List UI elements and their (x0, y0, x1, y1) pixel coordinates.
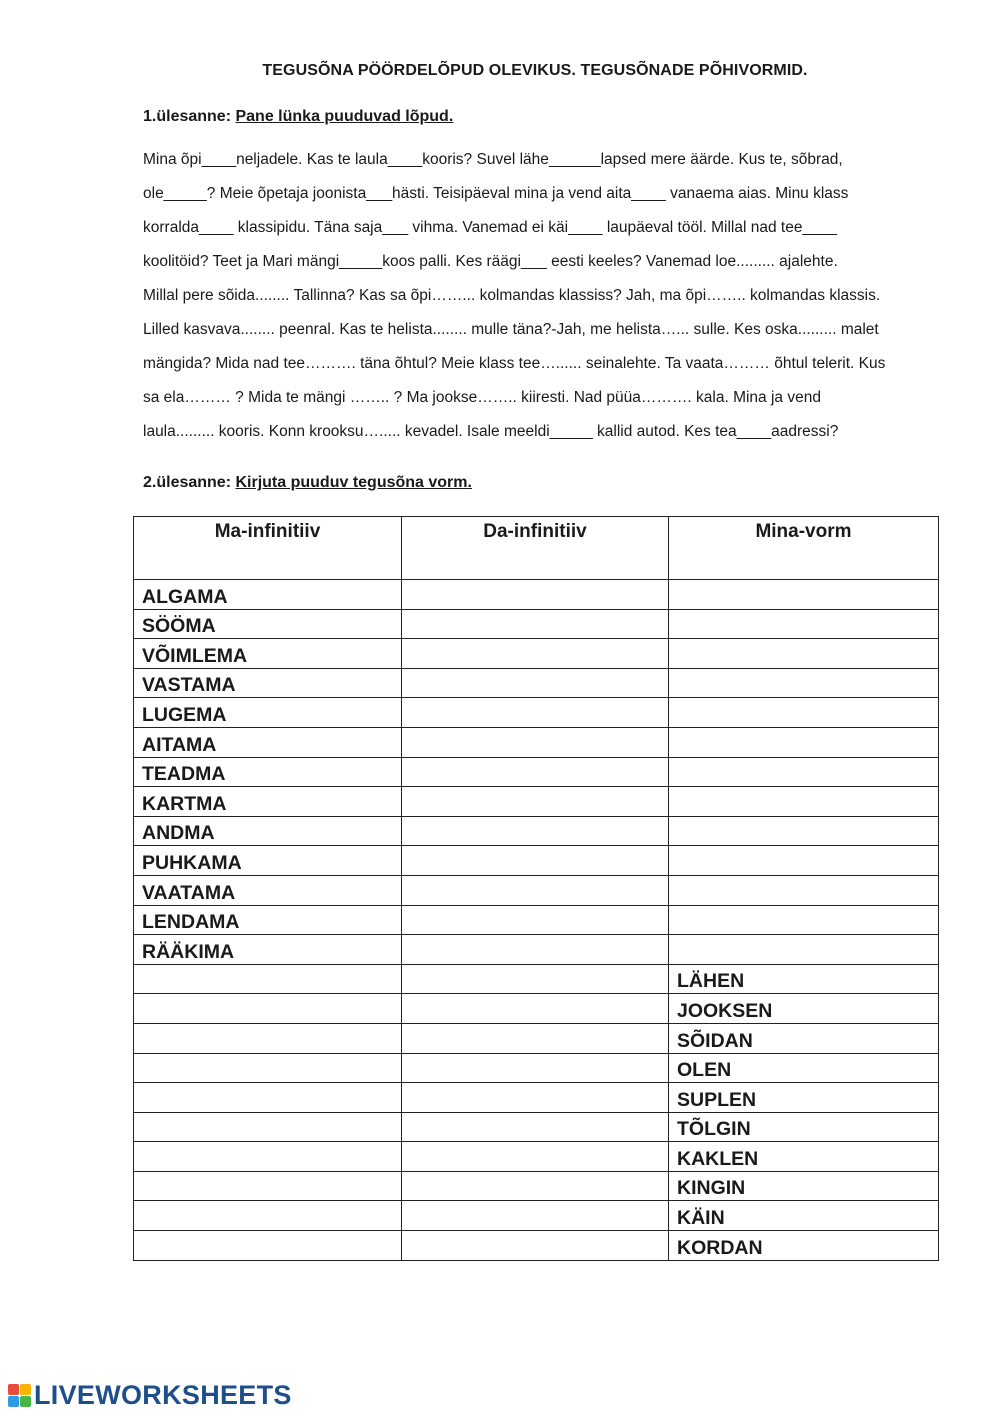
da-infinitiiv-cell[interactable] (402, 580, 669, 610)
da-infinitiiv-cell[interactable] (402, 875, 669, 905)
task1-line: laula......... kooris. Konn krooksu…..... kevadel. Isale meeldi_____ kallid autod. Kes tea____aadressi? (143, 423, 839, 440)
da-infinitiiv-cell[interactable] (402, 698, 669, 728)
header-mina-vorm: Mina-vorm (669, 517, 939, 580)
mina-vorm-cell[interactable] (669, 668, 939, 698)
mina-vorm-cell: KÄIN (669, 1201, 939, 1231)
ma-infinitiiv-cell: VÕIMLEMA (134, 639, 402, 669)
mina-vorm-cell[interactable] (669, 905, 939, 935)
table-row (134, 905, 939, 935)
ma-infinitiiv-cell: ALGAMA (134, 580, 402, 610)
mina-vorm-cell: KINGIN (669, 1171, 939, 1201)
header-ma-infinitiiv: Ma-infinitiiv (134, 517, 402, 580)
da-infinitiiv-cell[interactable] (402, 935, 669, 965)
ma-infinitiiv-cell: LENDAMA (134, 905, 402, 935)
task2-label: 2.ülesanne: (143, 474, 232, 491)
ma-infinitiiv-cell: SÖÖMA (134, 609, 402, 639)
table-row (134, 994, 939, 1024)
da-infinitiiv-cell[interactable] (402, 639, 669, 669)
table-row (134, 846, 939, 876)
ma-infinitiiv-cell: LUGEMA (134, 698, 402, 728)
table-row (134, 1142, 939, 1172)
da-infinitiiv-cell[interactable] (402, 727, 669, 757)
mina-vorm-cell[interactable] (669, 727, 939, 757)
ma-infinitiiv-cell: ANDMA (134, 816, 402, 846)
da-infinitiiv-cell[interactable] (402, 1142, 669, 1172)
task1-line: ole_____? Meie õpetaja joonista___hästi. Teisipäeval mina ja vend aita____ vanaema aias. Minu klass (143, 185, 849, 202)
table-row (134, 639, 939, 669)
da-infinitiiv-cell[interactable] (402, 1201, 669, 1231)
mina-vorm-cell[interactable] (669, 698, 939, 728)
table-row (134, 964, 939, 994)
da-infinitiiv-cell[interactable] (402, 905, 669, 935)
table-row (134, 1201, 939, 1231)
mina-vorm-cell[interactable] (669, 846, 939, 876)
ma-infinitiiv-cell[interactable] (134, 1083, 402, 1113)
task1-line: Millal pere sõida........ Tallinna? Kas sa õpi……... kolmandas klassiss? Jah, ma õpi…….. kolmandas klassis. (143, 287, 881, 304)
da-infinitiiv-cell[interactable] (402, 609, 669, 639)
da-infinitiiv-cell[interactable] (402, 787, 669, 817)
ma-infinitiiv-cell[interactable] (134, 1171, 402, 1201)
logo-text: LIVEWORKSHEETS (34, 1379, 292, 1410)
ma-infinitiiv-cell[interactable] (134, 964, 402, 994)
da-infinitiiv-cell[interactable] (402, 1231, 669, 1261)
mina-vorm-cell: KAKLEN (669, 1142, 939, 1172)
mina-vorm-cell[interactable] (669, 787, 939, 817)
ma-infinitiiv-cell: VASTAMA (134, 668, 402, 698)
liveworksheets-logo (8, 1380, 292, 1410)
mina-vorm-cell[interactable] (669, 639, 939, 669)
table-row (134, 1083, 939, 1113)
table-row (134, 816, 939, 846)
ma-infinitiiv-cell[interactable] (134, 1112, 402, 1142)
page-title: TEGUSÕNA PÖÖRDELÕPUD OLEVIKUS. TEGUSÕNADE PÕHIVORMID. (262, 62, 808, 79)
mina-vorm-cell[interactable] (669, 609, 939, 639)
mina-vorm-cell[interactable] (669, 935, 939, 965)
mina-vorm-cell: LÄHEN (669, 964, 939, 994)
table-row (134, 580, 939, 610)
da-infinitiiv-cell[interactable] (402, 816, 669, 846)
ma-infinitiiv-cell: TEADMA (134, 757, 402, 787)
table-row (134, 1023, 939, 1053)
table-row (134, 609, 939, 639)
ma-infinitiiv-cell[interactable] (134, 1231, 402, 1261)
ma-infinitiiv-cell[interactable] (134, 1201, 402, 1231)
table-header-row (134, 517, 939, 580)
table-row (134, 1053, 939, 1083)
mina-vorm-cell[interactable] (669, 757, 939, 787)
task1-line: mängida? Mida nad tee………. täna õhtul? Meie klass tee…...... seinalehte. Ta vaata……… õhtul telerit. Kus (143, 355, 886, 372)
ma-infinitiiv-cell[interactable] (134, 1142, 402, 1172)
da-infinitiiv-cell[interactable] (402, 994, 669, 1024)
table-row (134, 698, 939, 728)
task1-paragraph (143, 149, 933, 455)
mina-vorm-cell: OLEN (669, 1053, 939, 1083)
da-infinitiiv-cell[interactable] (402, 1083, 669, 1113)
ma-infinitiiv-cell[interactable] (134, 1023, 402, 1053)
task1-line: Mina õpi____neljadele. Kas te laula____kooris? Suvel lähe______lapsed mere äärde. Kus te, sõbrad, (143, 151, 843, 168)
table-row (134, 1171, 939, 1201)
liveworksheets-logo-icon (8, 1384, 31, 1407)
table-row (134, 668, 939, 698)
verb-forms-table (133, 516, 939, 1261)
ma-infinitiiv-cell: PUHKAMA (134, 846, 402, 876)
task1-instruction: Pane lünka puuduvad lõpud. (235, 108, 454, 125)
table-row (134, 727, 939, 757)
task1-label: 1.ülesanne: (143, 108, 232, 125)
ma-infinitiiv-cell: KARTMA (134, 787, 402, 817)
ma-infinitiiv-cell[interactable] (134, 1053, 402, 1083)
task1-heading (143, 108, 453, 126)
task2-instruction: Kirjuta puuduv tegusõna vorm. (235, 474, 472, 491)
table-row (134, 757, 939, 787)
ma-infinitiiv-cell[interactable] (134, 994, 402, 1024)
da-infinitiiv-cell[interactable] (402, 1053, 669, 1083)
table-row (134, 1231, 939, 1261)
ma-infinitiiv-cell: AITAMA (134, 727, 402, 757)
mina-vorm-cell: KORDAN (669, 1231, 939, 1261)
mina-vorm-cell: SUPLEN (669, 1083, 939, 1113)
table-row (134, 935, 939, 965)
da-infinitiiv-cell[interactable] (402, 846, 669, 876)
da-infinitiiv-cell[interactable] (402, 668, 669, 698)
mina-vorm-cell: JOOKSEN (669, 994, 939, 1024)
table-row (134, 787, 939, 817)
table-row (134, 1112, 939, 1142)
da-infinitiiv-cell[interactable] (402, 757, 669, 787)
ma-infinitiiv-cell: VAATAMA (134, 875, 402, 905)
task1-line: korralda____ klassipidu. Täna saja___ vihma. Vanemad ei käi____ laupäeval tööl. Millal nad tee____ (143, 219, 837, 236)
mina-vorm-cell[interactable] (669, 816, 939, 846)
da-infinitiiv-cell[interactable] (402, 1171, 669, 1201)
mina-vorm-cell[interactable] (669, 875, 939, 905)
task2-heading (143, 474, 472, 492)
mina-vorm-cell: SÕIDAN (669, 1023, 939, 1053)
da-infinitiiv-cell[interactable] (402, 1023, 669, 1053)
header-da-infinitiiv: Da-infinitiiv (402, 517, 669, 580)
task1-line: koolitöid? Teet ja Mari mängi_____koos palli. Kes räägi___ eesti keeles? Vanemad loe......... ajalehte. (143, 253, 838, 270)
mina-vorm-cell: TÕLGIN (669, 1112, 939, 1142)
table-row (134, 875, 939, 905)
mina-vorm-cell[interactable] (669, 580, 939, 610)
task1-line: sa ela……… ? Mida te mängi …….. ? Ma jookse…….. kiiresti. Nad püüa………. kala. Mina ja vend (143, 389, 821, 406)
task1-line: Lilled kasvava........ peenral. Kas te helista........ mulle täna?-Jah, me helista…... sulle. Kes oska......... malet (143, 321, 879, 338)
da-infinitiiv-cell[interactable] (402, 1112, 669, 1142)
da-infinitiiv-cell[interactable] (402, 964, 669, 994)
ma-infinitiiv-cell: RÄÄKIMA (134, 935, 402, 965)
